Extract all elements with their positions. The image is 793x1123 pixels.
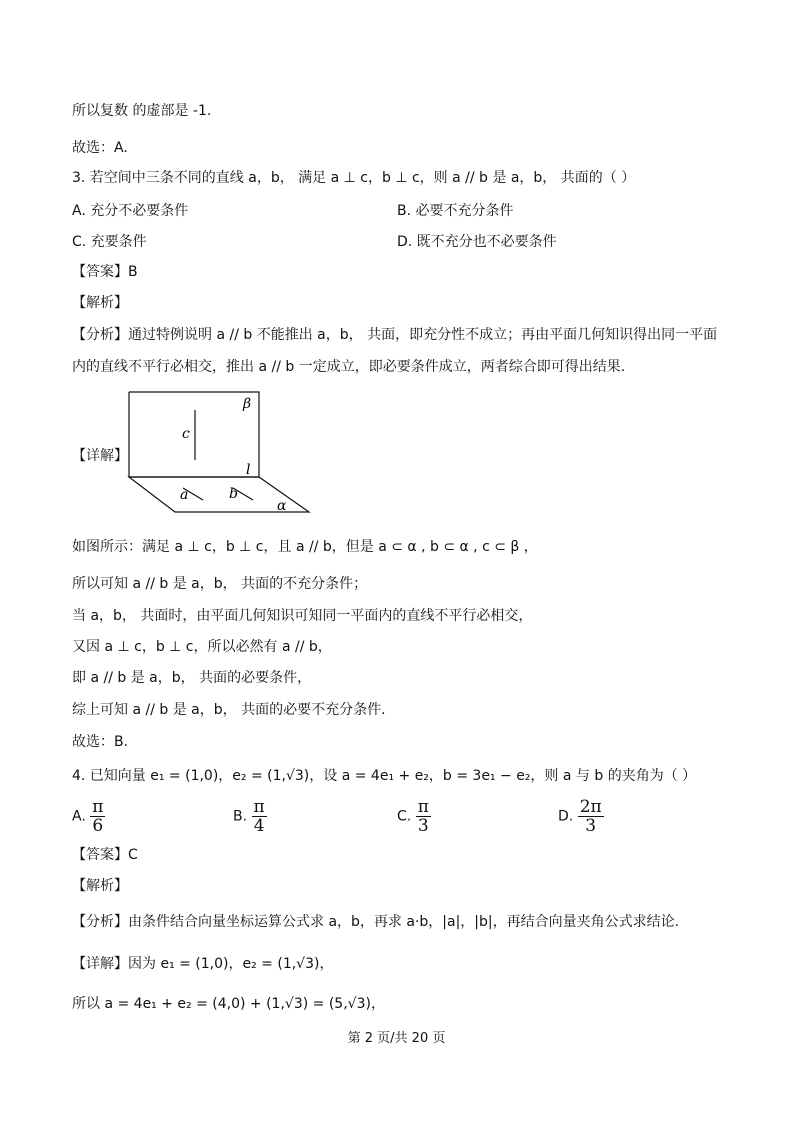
detail-text: 故选：B.: [72, 734, 129, 750]
option-a: A. 充分不必要条件: [72, 203, 189, 219]
detail-text: 如图所示：满足 a ⊥ c，b ⊥ c，且 a // b，但是 a ⊂ α , b ⊂ α , c ⊂ β ，: [72, 539, 538, 555]
analysis-label: 【解析】: [72, 295, 128, 311]
detail-text: 综上可知 a // b 是 a，b， 共面的必要不充分条件.: [72, 702, 386, 718]
q4-option-a: [72, 798, 105, 835]
l-label: l: [246, 462, 251, 478]
geometry-figure: [125, 390, 315, 514]
analysis-text: 【分析】由条件结合向量坐标运算公式求 a，b，再求 a·b，|a|，|b|，再结合向量夹角公式求结论.: [72, 914, 680, 930]
option-letter: A.: [72, 808, 86, 825]
detail-text: 所以 a = 4e₁ + e₂ = (4,0) + (1,√3) = (5,√3)，: [72, 996, 385, 1012]
detail-text: 又因 a ⊥ c，b ⊥ c，所以必然有 a // b，: [72, 639, 332, 655]
q4-option-b: [233, 798, 267, 835]
fraction: $\frac{\pi}{6}$: [92, 797, 104, 836]
detail-text: 所以可知 a // b 是 a，b， 共面的不充分条件；: [72, 576, 368, 592]
detail-text: 【详解】因为 e₁ = (1,0)，e₂ = (1,√3)，: [72, 956, 334, 972]
answer-label: 【答案】B: [72, 264, 138, 280]
option-d: D. 既不充分也不必要条件: [397, 234, 557, 250]
option-letter: B.: [233, 808, 248, 825]
answer-label: 【答案】C: [72, 847, 138, 863]
question-3: 3. 若空间中三条不同的直线 a，b， 满足 a ⊥ c，b ⊥ c，则 a // b 是 a，b， 共面的（ ）: [72, 170, 636, 186]
analysis-label: 【解析】: [72, 878, 128, 894]
analysis-text: 【分析】通过特例说明 a // b 不能推出 a，b， 共面，即充分性不成立；再由平面几何知识得出同一平面: [72, 327, 718, 343]
q4-option-c: [397, 798, 431, 835]
c-label: c: [182, 426, 190, 442]
option-b: B. 必要不充分条件: [397, 203, 514, 219]
fraction: $\frac{\pi}{4}$: [253, 797, 265, 836]
text-line: 故选：A.: [72, 140, 128, 156]
text-line: 所以复数 的虚部是 -1.: [72, 103, 212, 119]
page-footer: 第 2 页/共 20 页: [347, 1031, 446, 1046]
alpha-label: α: [277, 498, 287, 514]
fraction: $\frac{2\pi}{3}$: [579, 797, 602, 836]
fraction: $\frac{\pi}{3}$: [417, 797, 429, 836]
a-label: a: [180, 487, 189, 503]
beta-label: β: [243, 396, 252, 412]
question-4: 4. 已知向量 e₁ = (1,0)，e₂ = (1,√3)，设 a = 4e₁ + e₂，b = 3e₁ − e₂，则 a 与 b 的夹角为（ ）: [72, 768, 697, 784]
option-c: C. 充要条件: [72, 234, 147, 250]
b-label: b: [229, 486, 238, 502]
analysis-text: 内的直线不平行必相交，推出 a // b 一定成立，即必要条件成立，两者综合即可得出结果.: [72, 359, 626, 375]
option-letter: D.: [558, 808, 574, 825]
q4-option-d: [558, 798, 604, 835]
detail-label: 【详解】: [72, 448, 128, 464]
detail-text: 即 a // b 是 a，b， 共面的必要条件，: [72, 670, 312, 686]
option-letter: C.: [397, 808, 412, 825]
detail-text: 当 a，b， 共面时，由平面几何知识可知同一平面内的直线不平行必相交，: [72, 608, 533, 624]
